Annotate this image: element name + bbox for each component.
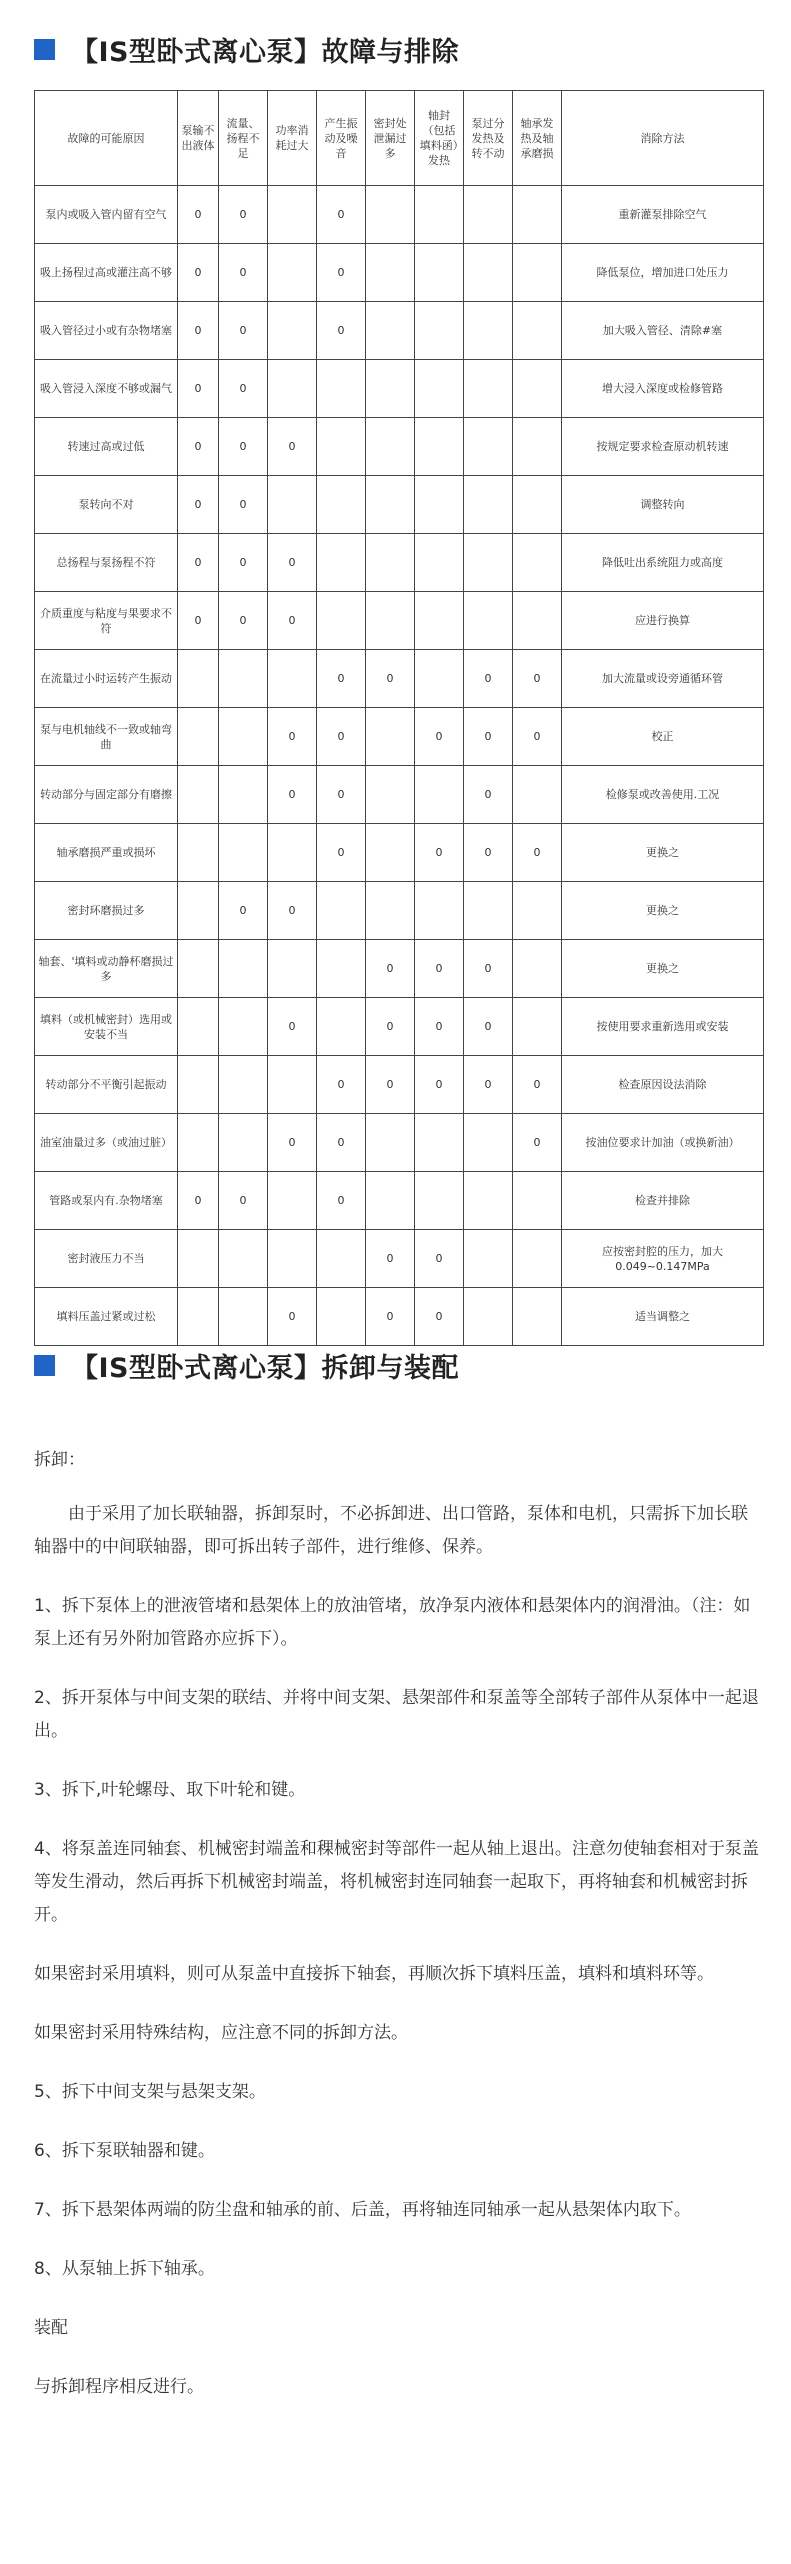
mark-cell: 0 (415, 708, 464, 766)
remedy-cell: 应按密封腔的压力，加大0.049~0.147MPa (562, 1230, 764, 1288)
mark-cell: 0 (178, 534, 219, 592)
mark-cell (366, 186, 415, 244)
mark-cell (178, 1288, 219, 1346)
cause-cell: 转动部分不平衡引起振动 (35, 1056, 178, 1114)
mark-cell (464, 302, 513, 360)
mark-cell: 0 (464, 940, 513, 998)
section-title-disassembly (34, 1346, 459, 1385)
mark-cell (317, 476, 366, 534)
mark-cell: 0 (178, 360, 219, 418)
mark-cell (513, 766, 562, 824)
mark-cell: 0 (317, 186, 366, 244)
remedy-cell: 检修泵或改善使用.工况 (562, 766, 764, 824)
mark-cell (268, 1056, 317, 1114)
mark-cell: 0 (415, 1288, 464, 1346)
mark-cell (268, 940, 317, 998)
mark-cell (513, 302, 562, 360)
mark-cell (366, 302, 415, 360)
mark-cell (464, 1172, 513, 1230)
mark-cell (415, 1114, 464, 1172)
mark-cell (219, 766, 268, 824)
mark-cell (317, 592, 366, 650)
remedy-cell: 增大浸入深度或检修管路 (562, 360, 764, 418)
mark-cell: 0 (415, 940, 464, 998)
table-row (35, 186, 764, 244)
mark-cell (513, 244, 562, 302)
mark-cell (415, 186, 464, 244)
mark-cell: 0 (178, 418, 219, 476)
cause-cell: 吸上扬程过高或灌注高不够 (35, 244, 178, 302)
mark-cell (268, 476, 317, 534)
table-header-cell: 泵输不出液体 (178, 91, 219, 186)
remedy-cell: 检查并排除 (562, 1172, 764, 1230)
mark-cell: 0 (464, 650, 513, 708)
mark-cell: 0 (268, 1288, 317, 1346)
mark-cell (415, 882, 464, 940)
mark-cell (415, 766, 464, 824)
remedy-cell: 按规定要求检查原动机转速 (562, 418, 764, 476)
table-row (35, 766, 764, 824)
mark-cell: 0 (268, 882, 317, 940)
mark-cell (464, 1114, 513, 1172)
cause-cell: 吸入管径过小或有杂物堵塞 (35, 302, 178, 360)
remedy-cell: 检查原因设法消除 (562, 1056, 764, 1114)
remedy-cell: 更换之 (562, 882, 764, 940)
mark-cell: 0 (513, 1114, 562, 1172)
mark-cell: 0 (219, 534, 268, 592)
mark-cell (317, 998, 366, 1056)
table-row (35, 534, 764, 592)
mark-cell: 0 (415, 1230, 464, 1288)
mark-cell: 0 (317, 766, 366, 824)
mark-cell (219, 824, 268, 882)
table-row (35, 1288, 764, 1346)
mark-cell: 0 (415, 1056, 464, 1114)
mark-cell: 0 (219, 186, 268, 244)
mark-cell (415, 1172, 464, 1230)
mark-cell: 0 (464, 1056, 513, 1114)
table-header-cell: 消除方法 (562, 91, 764, 186)
mark-cell: 0 (268, 534, 317, 592)
mark-cell (464, 592, 513, 650)
remedy-cell: 降低泵位，增加进口处压力 (562, 244, 764, 302)
mark-cell: 0 (178, 302, 219, 360)
mark-cell: 0 (464, 708, 513, 766)
section-title-faults (34, 30, 459, 69)
mark-cell: 0 (366, 1288, 415, 1346)
mark-cell (513, 882, 562, 940)
mark-cell (415, 418, 464, 476)
mark-cell: 0 (268, 766, 317, 824)
table-header-cell: 密封处泄漏过多 (366, 91, 415, 186)
remedy-cell: 更换之 (562, 824, 764, 882)
table-row (35, 1172, 764, 1230)
table-row (35, 302, 764, 360)
mark-cell (268, 650, 317, 708)
mark-cell: 0 (219, 244, 268, 302)
mark-cell: 0 (317, 1056, 366, 1114)
cause-cell: 轴承磨损严重或损坏 (35, 824, 178, 882)
mark-cell (415, 650, 464, 708)
mark-cell (415, 476, 464, 534)
cause-cell: 泵转向不对 (35, 476, 178, 534)
cause-cell: 转速过高或过低 (35, 418, 178, 476)
cause-cell: 转动部分与固定部分有磨擦 (35, 766, 178, 824)
mark-cell: 0 (317, 1172, 366, 1230)
fault-table (34, 90, 764, 1346)
mark-cell: 0 (178, 592, 219, 650)
mark-cell: 0 (219, 360, 268, 418)
section-title-text: 【IS型卧式离心泵】故障与排除 (71, 37, 459, 68)
mark-cell: 0 (513, 1056, 562, 1114)
mark-cell (178, 1114, 219, 1172)
section-title-text: 【IS型卧式离心泵】拆卸与装配 (71, 1353, 459, 1384)
mark-cell: 0 (366, 650, 415, 708)
table-header-cell: 轴封（包括填料函）发热 (415, 91, 464, 186)
remedy-cell: 应进行换算 (562, 592, 764, 650)
mark-cell (178, 882, 219, 940)
paragraph: 如果密封采用填料，则可从泵盖中直接拆下轴套，再顺次拆下填料压盖，填料和填料环等。 (34, 1964, 714, 1984)
mark-cell (415, 592, 464, 650)
paragraph-heading: 装配 (34, 2318, 68, 2338)
mark-cell (513, 1230, 562, 1288)
mark-cell (317, 360, 366, 418)
mark-cell (268, 302, 317, 360)
mark-cell: 0 (219, 418, 268, 476)
remedy-cell: 校正 (562, 708, 764, 766)
mark-cell (366, 418, 415, 476)
mark-cell (268, 1230, 317, 1288)
title-marker-icon (34, 39, 55, 60)
mark-cell (366, 476, 415, 534)
paragraph: 由于采用了加长联轴器，拆卸泵时，不必拆卸进、出口管路，泵体和电机，只需拆下加长联轴器中的中间联轴器，即可拆出转子部件，进行维修、保养。 (34, 1504, 748, 1557)
mark-cell (415, 302, 464, 360)
table-row (35, 476, 764, 534)
mark-cell: 0 (219, 302, 268, 360)
mark-cell: 0 (178, 1172, 219, 1230)
cause-cell: 填料（或机械密封）选用或安装不当 (35, 998, 178, 1056)
remedy-cell: 加大流量或设旁通循环管 (562, 650, 764, 708)
mark-cell: 0 (317, 650, 366, 708)
table-row (35, 1114, 764, 1172)
cause-cell: 总扬程与泵扬程不符 (35, 534, 178, 592)
mark-cell: 0 (268, 418, 317, 476)
mark-cell: 0 (366, 1056, 415, 1114)
table-row (35, 360, 764, 418)
cause-cell: 介质重度与粘度与果要求不符 (35, 592, 178, 650)
mark-cell: 0 (178, 244, 219, 302)
mark-cell (317, 1288, 366, 1346)
mark-cell (513, 186, 562, 244)
table-row (35, 824, 764, 882)
mark-cell (178, 766, 219, 824)
table-row (35, 1230, 764, 1288)
mark-cell: 0 (317, 824, 366, 882)
cause-cell: 泵内或吸入管内留有空气 (35, 186, 178, 244)
mark-cell: 0 (219, 476, 268, 534)
cause-cell: 油室油量过多（或油过脏） (35, 1114, 178, 1172)
cause-cell: 泵与电机轴线不一致或轴弯曲 (35, 708, 178, 766)
table-row (35, 882, 764, 940)
mark-cell (178, 998, 219, 1056)
mark-cell (178, 1230, 219, 1288)
table-row (35, 940, 764, 998)
mark-cell: 0 (219, 592, 268, 650)
table-header-cell: 轴承发热及轴承磨损 (513, 91, 562, 186)
table-row (35, 244, 764, 302)
mark-cell (464, 418, 513, 476)
mark-cell: 0 (415, 998, 464, 1056)
remedy-cell: 更换之 (562, 940, 764, 998)
mark-cell: 0 (513, 824, 562, 882)
mark-cell (415, 534, 464, 592)
mark-cell: 0 (317, 708, 366, 766)
mark-cell (317, 534, 366, 592)
mark-cell (178, 708, 219, 766)
paragraph: 与拆卸程序相反进行。 (34, 2377, 204, 2397)
mark-cell (219, 940, 268, 998)
mark-cell (366, 592, 415, 650)
mark-cell (317, 1230, 366, 1288)
mark-cell (366, 360, 415, 418)
mark-cell: 0 (268, 1114, 317, 1172)
mark-cell (219, 708, 268, 766)
mark-cell: 0 (513, 708, 562, 766)
mark-cell: 0 (268, 592, 317, 650)
mark-cell (415, 360, 464, 418)
mark-cell (464, 360, 513, 418)
mark-cell (219, 1230, 268, 1288)
mark-cell (219, 1114, 268, 1172)
mark-cell (219, 998, 268, 1056)
mark-cell (268, 360, 317, 418)
mark-cell: 0 (317, 302, 366, 360)
table-row (35, 708, 764, 766)
cause-cell: 填料压盖过紧或过松 (35, 1288, 178, 1346)
remedy-cell: 加大吸入管径、清除#塞 (562, 302, 764, 360)
mark-cell (366, 882, 415, 940)
mark-cell (366, 1114, 415, 1172)
mark-cell (268, 1172, 317, 1230)
mark-cell (219, 1288, 268, 1346)
mark-cell: 0 (317, 1114, 366, 1172)
paragraph: 8、从泵轴上拆下轴承。 (34, 2259, 215, 2279)
mark-cell (178, 650, 219, 708)
table-header-cell: 产生振动及噪音 (317, 91, 366, 186)
mark-cell (366, 824, 415, 882)
mark-cell: 0 (219, 882, 268, 940)
mark-cell (464, 1230, 513, 1288)
mark-cell (464, 476, 513, 534)
paragraph-heading: 拆卸： (34, 1450, 85, 1470)
mark-cell (317, 882, 366, 940)
mark-cell: 0 (219, 1172, 268, 1230)
mark-cell (415, 244, 464, 302)
table-header-row (35, 91, 764, 186)
mark-cell (513, 940, 562, 998)
mark-cell (513, 418, 562, 476)
remedy-cell: 重新灌泵排除空气 (562, 186, 764, 244)
mark-cell: 0 (178, 186, 219, 244)
paragraph: 如果密封采用特殊结构，应注意不同的拆卸方法。 (34, 2023, 408, 2043)
table-header-cell: 泵过分发热及转不动 (464, 91, 513, 186)
paragraph: 3、拆下,叶轮螺母、取下叶轮和键。 (34, 1780, 306, 1800)
mark-cell (178, 940, 219, 998)
mark-cell (366, 766, 415, 824)
mark-cell (317, 940, 366, 998)
table-row (35, 418, 764, 476)
paragraph: 7、拆下悬架体两端的防尘盘和轴承的前、后盖，再将轴连同轴承一起从悬架体内取下。 (34, 2200, 691, 2220)
mark-cell (513, 476, 562, 534)
mark-cell (464, 244, 513, 302)
paragraph: 2、拆开泵体与中间支架的联结、并将中间支架、悬架部件和泵盖等全部转子部件从泵体中一起退出。 (34, 1688, 759, 1741)
mark-cell (268, 186, 317, 244)
paragraph: 6、拆下泵联轴器和键。 (34, 2141, 215, 2161)
paragraph: 1、拆下泵体上的泄液管堵和悬架体上的放油管堵，放净泵内液体和悬架体内的润滑油。（注：如泵上还有另外附加管路亦应拆下）。 (34, 1596, 751, 1649)
remedy-cell: 按油位要求计加油（或换新油） (562, 1114, 764, 1172)
title-marker-icon (34, 1355, 55, 1376)
mark-cell (366, 534, 415, 592)
mark-cell: 0 (366, 998, 415, 1056)
mark-cell (464, 534, 513, 592)
mark-cell (178, 824, 219, 882)
cause-cell: 管路或泵内有.杂物堵塞 (35, 1172, 178, 1230)
cause-cell: 在流量过小时运转产生振动 (35, 650, 178, 708)
mark-cell: 0 (178, 476, 219, 534)
remedy-cell: 降低吐出系统阻力或高度 (562, 534, 764, 592)
cause-cell: 密封环磨损过多 (35, 882, 178, 940)
mark-cell (513, 998, 562, 1056)
mark-cell (366, 244, 415, 302)
table-header-cell: 故障的可能原因 (35, 91, 178, 186)
mark-cell (513, 592, 562, 650)
mark-cell: 0 (464, 766, 513, 824)
remedy-cell: 按使用要求重新选用或安装 (562, 998, 764, 1056)
mark-cell: 0 (464, 998, 513, 1056)
cause-cell: 吸入管浸入深度不够或漏气 (35, 360, 178, 418)
mark-cell: 0 (366, 940, 415, 998)
mark-cell (464, 186, 513, 244)
table-row (35, 650, 764, 708)
mark-cell: 0 (464, 824, 513, 882)
mark-cell (513, 360, 562, 418)
mark-cell (219, 1056, 268, 1114)
mark-cell: 0 (268, 998, 317, 1056)
table-row (35, 592, 764, 650)
mark-cell (513, 1288, 562, 1346)
remedy-cell: 适当调整之 (562, 1288, 764, 1346)
table-header-cell: 功率消耗过大 (268, 91, 317, 186)
mark-cell (366, 1172, 415, 1230)
mark-cell (178, 1056, 219, 1114)
mark-cell (366, 708, 415, 766)
mark-cell (464, 1288, 513, 1346)
mark-cell (513, 534, 562, 592)
mark-cell (464, 882, 513, 940)
disassembly-text (34, 1444, 762, 2430)
mark-cell (317, 418, 366, 476)
paragraph: 4、将泵盖连同轴套、机械密封端盖和稞械密封等部件一起从轴上退出。注意勿使轴套相对于泵盖等发生滑动，然后再拆下机械密封端盖，将机械密封连同轴套一起取下，再将轴套和机械密封拆开。 (34, 1839, 759, 1925)
table-row (35, 998, 764, 1056)
mark-cell: 0 (415, 824, 464, 882)
mark-cell: 0 (268, 708, 317, 766)
mark-cell (219, 650, 268, 708)
mark-cell: 0 (317, 244, 366, 302)
mark-cell (268, 244, 317, 302)
cause-cell: 轴套、'填料或动静杯磨损过多 (35, 940, 178, 998)
table-header-cell: 流量、扬程不足 (219, 91, 268, 186)
mark-cell: 0 (513, 650, 562, 708)
mark-cell (268, 824, 317, 882)
cause-cell: 密封液压力不当 (35, 1230, 178, 1288)
mark-cell (513, 1172, 562, 1230)
remedy-cell: 调整转向 (562, 476, 764, 534)
table-row (35, 1056, 764, 1114)
mark-cell: 0 (366, 1230, 415, 1288)
paragraph: 5、拆下中间支架与悬架支架。 (34, 2082, 266, 2102)
